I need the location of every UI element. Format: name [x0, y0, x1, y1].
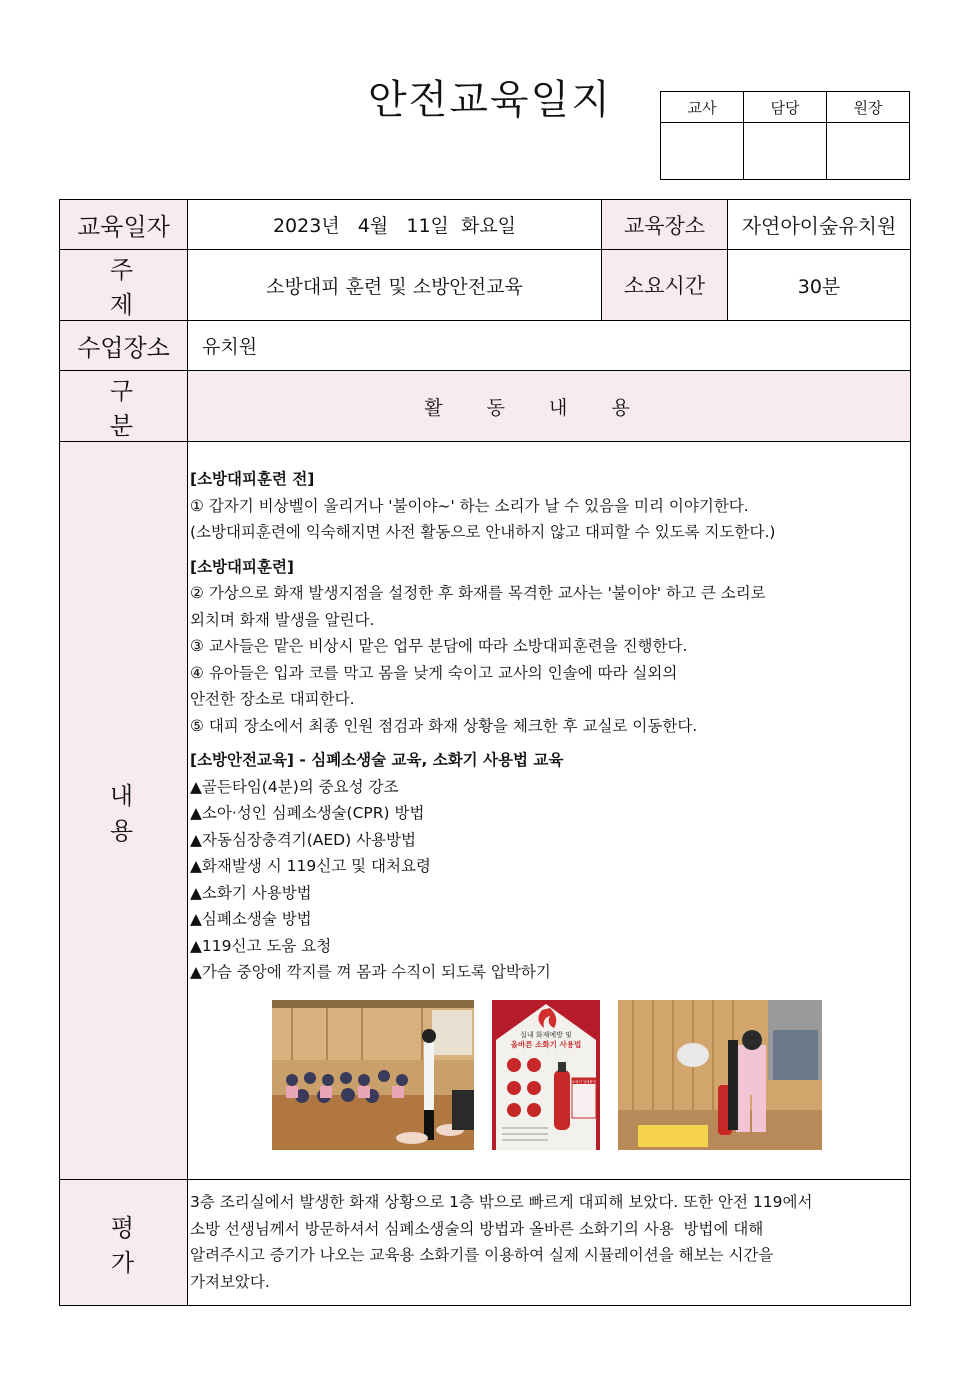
evaluation-line: 가져보았다. [190, 1272, 270, 1291]
date-label: 교육일자 [60, 200, 188, 250]
date-value: 2023년 4월 11일 화요일 [188, 200, 602, 250]
content-line: ④ 유아들은 입과 코를 막고 몸을 낮게 숙이고 교사의 인솔에 따라 실외의 [190, 663, 678, 682]
approval-director-sign[interactable] [827, 123, 910, 180]
category-label: 구 분 [60, 371, 188, 442]
content-line: ① 갑자기 비상벨이 울리거나 '불이야~' 하는 소리가 날 수 있음을 미리 이야기한다. [190, 496, 749, 515]
bullet-item: ▲가슴 중앙에 깍지를 껴 몸과 수직이 되도록 압박하기 [190, 963, 551, 981]
place-label: 교육장소 [602, 200, 728, 250]
section-safety-education: [소방안전교육] - 심폐소생술 교육, 소화기 사용법 교육 [190, 751, 564, 769]
section-before-drill: [소방대피훈련 전] [190, 470, 315, 488]
place-value: 자연아이숲유치원 [728, 200, 911, 250]
poster-title-line2: 올바른 소화기 사용법 [510, 1039, 582, 1049]
subject-label: 주 제 [60, 250, 188, 321]
extinguisher-icon [554, 1070, 570, 1130]
classroom-label: 수업장소 [60, 321, 188, 371]
classroom-photo [272, 1000, 474, 1150]
poster-tag: 소화기 상태확인 [571, 1079, 597, 1084]
content-line: ⑤ 대피 장소에서 최종 인원 점검과 화재 상황을 체크한 후 교실로 이동한다. [190, 716, 698, 735]
content-line: 외치며 화재 발생을 알린다. [190, 610, 375, 629]
content-cell [188, 442, 911, 1180]
activity-header: 활동내용 [188, 371, 911, 442]
evaluation-line: 3층 조리실에서 발생한 화재 상황으로 1층 밖으로 빠르게 대피해 보았다. 또한 안전 119에서 [190, 1193, 813, 1211]
evaluation-line: 알려주시고 증기가 나오는 교육용 소화기를 이용하여 실제 시뮬레이션을 해보는 시간을 [190, 1246, 774, 1264]
section-drill: [소방대피훈련] [190, 557, 295, 576]
evaluation-label: 평 가 [60, 1180, 188, 1306]
extinguisher-practice-photo [618, 1000, 822, 1150]
approval-manager-sign[interactable] [744, 123, 827, 180]
duration-value: 30분 [728, 250, 911, 321]
bullet-item: ▲소아·성인 심폐소생술(CPR) 방법 [190, 804, 425, 822]
poster-title-line1: 실내 화재예방 및 [520, 1030, 572, 1039]
bullet-item: ▲119신고 도움 요청 [190, 936, 332, 955]
approval-box [660, 91, 910, 180]
bullet-item: ▲화재발생 시 119신고 및 대처요령 [190, 857, 431, 875]
bullet-item: ▲골든타임(4분)의 중요성 강조 [190, 777, 399, 796]
content-line: (소방대피훈련에 익숙해지면 사전 활동으로 안내하지 않고 대피할 수 있도록 지도한다.) [190, 523, 776, 541]
approval-director-header: 원장 [827, 92, 910, 123]
content-line: ② 가상으로 화재 발생지점을 설정한 후 화재를 목격한 교사는 '불이야' 하고 큰 소리로 [190, 584, 766, 602]
content-line: 안전한 장소로 대피한다. [190, 690, 355, 708]
evaluation-line: 소방 선생님께서 방문하셔서 심폐소생술의 방법과 올바른 소화기의 사용 방법에 대해 [190, 1219, 764, 1238]
approval-teacher-sign[interactable] [661, 123, 744, 180]
evaluation-cell [188, 1180, 911, 1306]
content-line: ③ 교사들은 맡은 비상시 맡은 업무 분담에 따라 소방대피훈련을 진행한다. [190, 637, 688, 655]
approval-teacher-header: 교사 [661, 92, 744, 123]
content-label: 내 용 [60, 442, 188, 1180]
subject-value: 소방대피 훈련 및 소방안전교육 [188, 250, 602, 321]
document-title: 안전교육일지 [368, 77, 612, 123]
log-table [59, 199, 911, 1306]
duration-label: 소요시간 [602, 250, 728, 321]
bullet-item: ▲자동심장충격기(AED) 사용방법 [190, 830, 416, 849]
classroom-value: 유치원 [188, 321, 911, 371]
bullet-item: ▲심폐소생술 방법 [190, 910, 312, 928]
fire-extinguisher-poster [492, 1000, 600, 1150]
approval-manager-header: 담당 [744, 92, 827, 123]
bullet-item: ▲소화기 사용방법 [190, 883, 312, 902]
